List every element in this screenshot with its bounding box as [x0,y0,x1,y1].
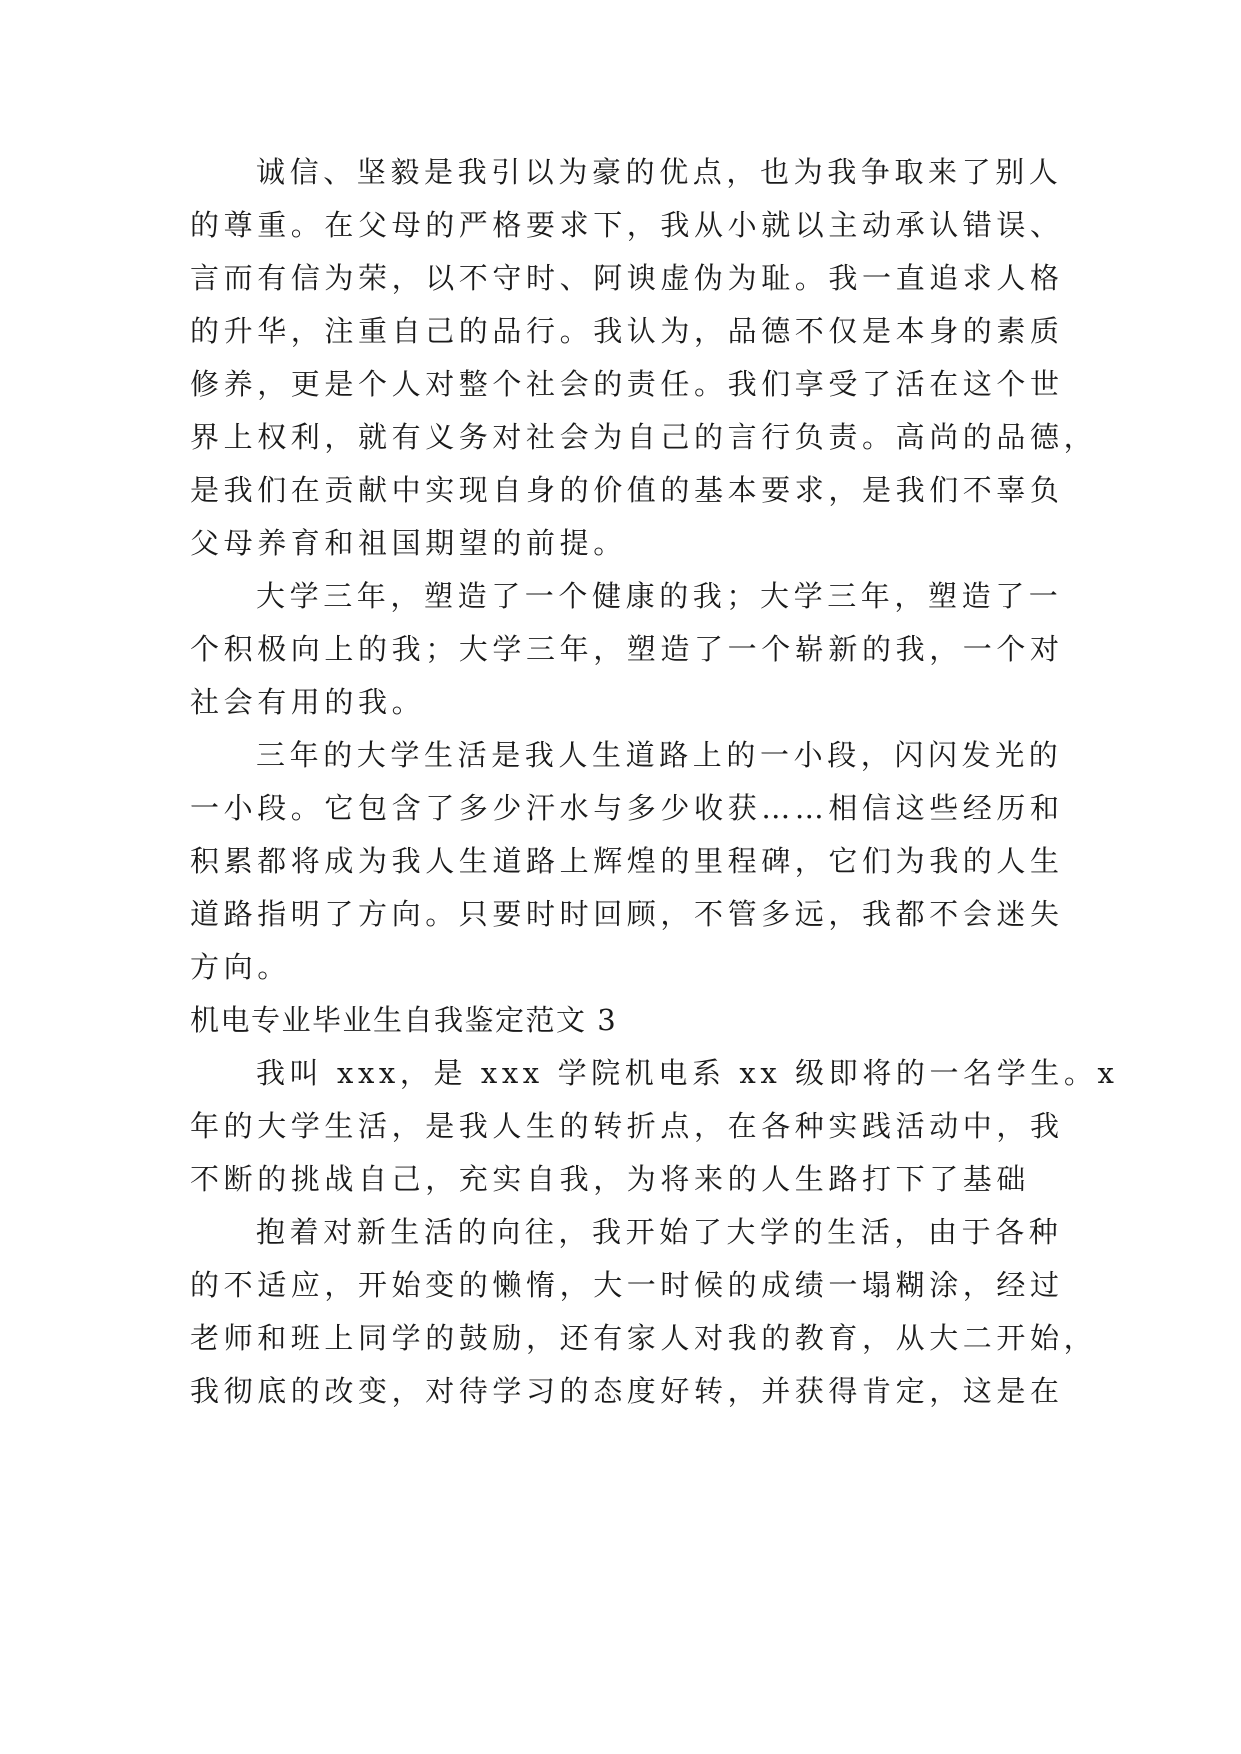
section-heading: 机电专业毕业生自我鉴定范文 3 [190,1003,618,1037]
text-line: 不断的挑战自己，充实自我，为将来的人生路打下了基础 [190,1162,1031,1196]
text-line: 老师和班上同学的鼓励，还有家人对我的教育，从大二开始， [190,1321,1098,1355]
text-line: 年的大学生活，是我人生的转折点，在各种实践活动中，我 [190,1109,1064,1143]
text-line: 是我们在贡献中实现自身的价值的基本要求，是我们不辜负 [190,473,1064,507]
text-line: 父母养育和祖国期望的前提。 [190,526,627,560]
text-line: 言而有信为荣，以不守时、阿谀虚伪为耻。我一直追求人格 [190,261,1064,295]
text-line: 的尊重。在父母的严格要求下，我从小就以主动承认错误、 [190,208,1064,242]
text-line: 个积极向上的我；大学三年，塑造了一个崭新的我，一个对 [190,632,1064,666]
text-line: 诚信、坚毅是我引以为豪的优点，也为我争取来了别人 [256,155,1063,189]
text-line: 一小段。它包含了多少汗水与多少收获……相信这些经历和 [190,791,1064,825]
text-line: 社会有用的我。 [190,685,426,719]
text-line: 修养，更是个人对整个社会的责任。我们享受了活在这个世 [190,367,1064,401]
text-line: 的升华，注重自己的品行。我认为，品德不仅是本身的素质 [190,314,1064,348]
text-line: 界上权利，就有义务对社会为自己的言行负责。高尚的品德， [190,420,1098,454]
text-line: 抱着对新生活的向往，我开始了大学的生活，由于各种 [256,1215,1063,1249]
text-line: 积累都将成为我人生道路上辉煌的里程碑，它们为我的人生 [190,844,1064,878]
text-line: 我叫 xxx，是 xxx 学院机电系 xx 级即将的一名学生。x [256,1056,1119,1090]
text-line: 大学三年，塑造了一个健康的我；大学三年，塑造了一 [256,579,1063,613]
text-line: 我彻底的改变，对待学习的态度好转，并获得肯定，这是在 [190,1374,1064,1408]
text-line: 道路指明了方向。只要时时回顾，不管多远，我都不会迷失 [190,897,1064,931]
text-line: 三年的大学生活是我人生道路上的一小段，闪闪发光的 [256,738,1063,772]
text-line: 方向。 [190,950,291,984]
text-line: 的不适应，开始变的懒惰，大一时候的成绩一塌糊涂，经过 [190,1268,1064,1302]
